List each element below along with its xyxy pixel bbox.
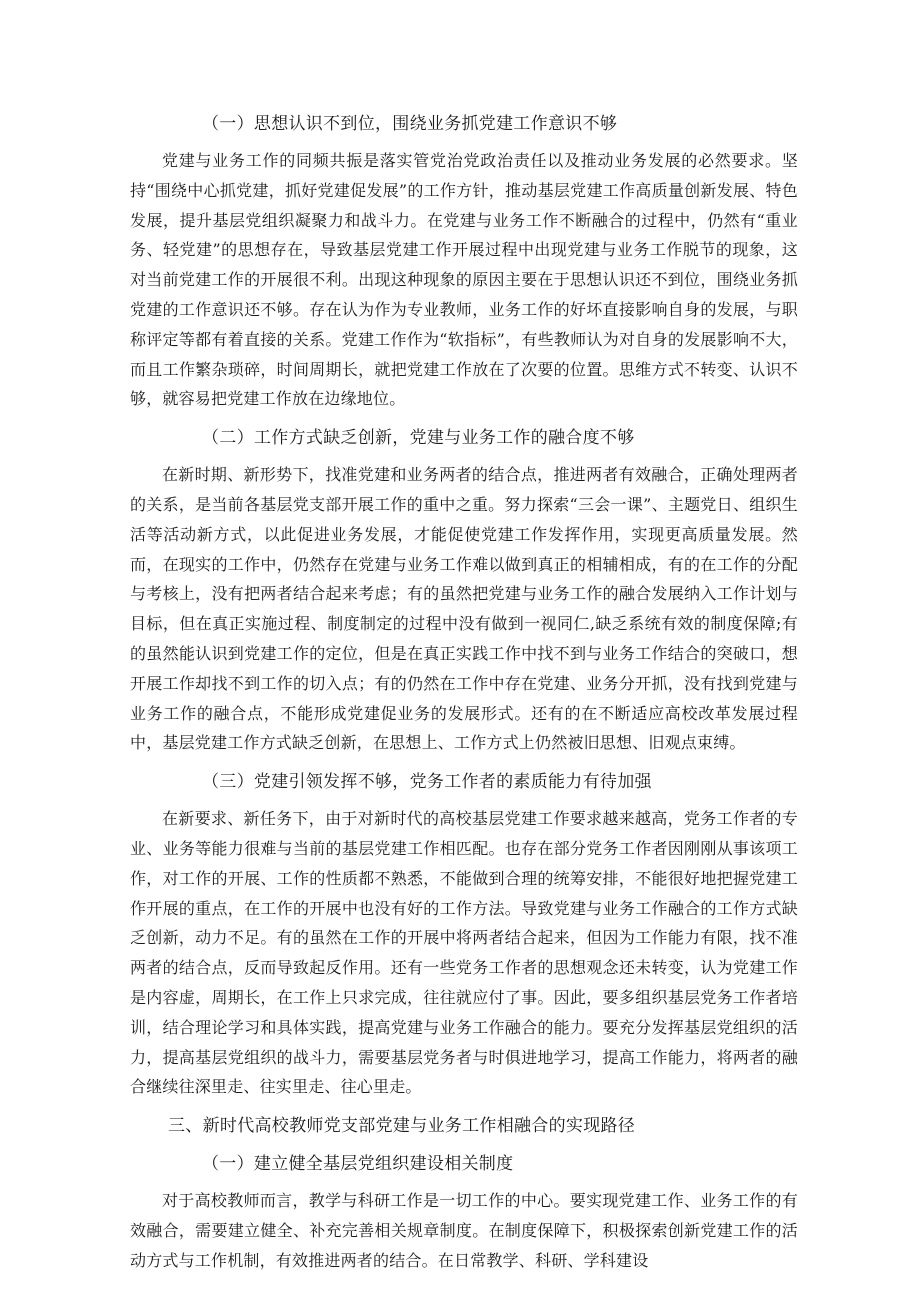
subheading-3: （三）党建引领发挥不够，党务工作者的素质能力有待加强	[202, 772, 652, 793]
paragraph-3: 在新要求、新任务下，由于对新时代的高校基层党建工作要求越来越高，党务工作者的专业、业务等能力很难与当前的基层党建工作相匹配。也存在部分党务工作者因刚刚从事该项工作，对工作的开展、工作的性质都不熟悉，不能做到合理的统筹安排，不能很好地把握党建工作开展的重点，在工作的开展中也没有好的工作方法。导致党建与业务工作融合的工作方式缺乏创新，动力不足。有的虽然在工作的开展中将两者结合起来，但因为工作能力有限，找不准两者的结合点，反而导致起反作用。还有一些党务工作者的思想观念还未转变，认为党建工作是内容虚，周期长，在工作上只求完成，往往就应付了事。因此，要多组织基层党务工作者培训，结合理论学习和具体实践，提高党建与业务工作融合的能力。要充分发挥基层党组织的活力，提高基层党组织的战斗力，需要基层党务者与时俱进地学习，提高工作能力，将两者的融合继续往深里走、往实里走、往心里走。	[130, 809, 798, 1097]
subheading-3-1: （一）建立健全基层党组织建设相关制度	[202, 1154, 514, 1175]
section-heading-3: 三、新时代高校教师党支部党建与业务工作相融合的实现路径	[168, 1116, 636, 1137]
paragraph-4: 对于高校教师而言，教学与科研工作是一切工作的中心。要实现党建工作、业务工作的有效融合，需要建立健全、补充完善相关规章制度。在制度保障下，积极探索创新党建工作的活动方式与工作机制，有效推进两者的结合。在日常教学、科研、学科建设	[130, 1191, 798, 1270]
subheading-1: （一）思想认识不到位，围绕业务抓党建工作意识不够	[202, 114, 618, 134]
subheading-2: （二）工作方式缺乏创新，党建与业务工作的融合度不够	[202, 428, 635, 449]
paragraph-1: 党建与业务工作的同频共振是落实管党治党政治责任以及推动业务发展的必然要求。坚持“围绕中心抓党建，抓好党建促发展”的工作方针，推动基层党建工作高质量创新发展、特色发展，提升基层党组织凝聚力和战斗力。在党建与业务工作不断融合的过程中，仍然有“重业务、轻党建”的思想存在，导致基层党建工作开展过程中出现党建与业务工作脱节的现象，这对当前党建工作的开展很不利。出现这种现象的原因主要在于思想认识还不到位，围绕业务抓党建的工作意识还不够。存在认为作为专业教师，业务工作的好坏直接影响自身的发展，与职称评定等都有着直接的关系。党建工作作为“软指标”，有些教师认为对自身的发展影响不大，而且工作繁杂琐碎，时间周期长，就把党建工作放在了次要的位置。思维方式不转变、认识不够，就容易把党建工作放在边缘地位。	[130, 151, 798, 409]
paragraph-2: 在新时期、新形势下，找准党建和业务两者的结合点，推进两者有效融合，正确处理两者的关系，是当前各基层党支部开展工作的重中之重。努力探索“三会一课”、主题党日、组织生活等活动新方式，以此促进业务发展，才能促使党建工作发挥作用，实现更高质量发展。然而，在现实的工作中，仍然存在党建与业务工作难以做到真正的相辅相成，有的在工作的分配与考核上，没有把两者结合起来考虑；有的虽然把党建与业务工作的融合发展纳入工作计划与目标，但在真正实施过程、制度制定的过程中没有做到一视同仁,缺乏系统有效的制度保障;有的虽然能认识到党建工作的定位，但是在真正实践工作中找不到与业务工作结合的突破口，想开展工作却找不到工作的切入点；有的仍然在工作中存在党建、业务分开抓，没有找到党建与业务工作的融合点，不能形成党建促业务的发展形式。还有的在不断适应高校改革发展过程中，基层党建工作方式缺乏创新，在思想上、工作方式上仍然被旧思想、旧观点束缚。	[130, 465, 798, 753]
document-body	[130, 108, 798, 1276]
